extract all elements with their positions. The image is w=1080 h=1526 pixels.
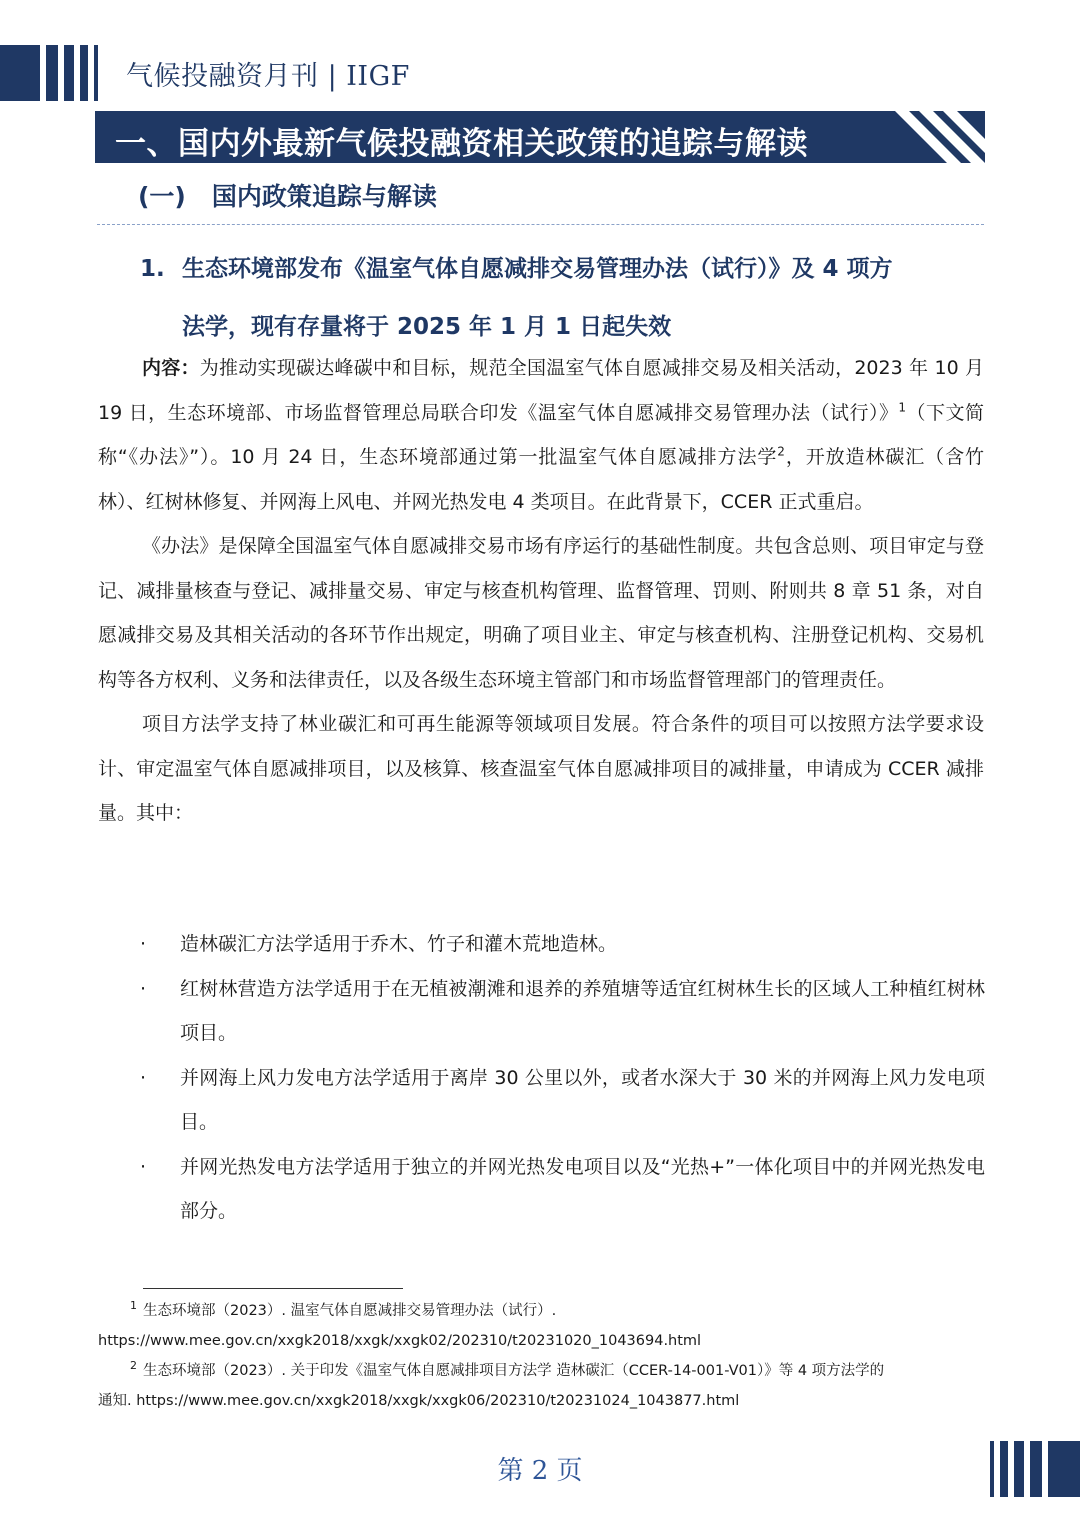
bullet-dot: · — [140, 977, 147, 1000]
footer-bar-4 — [1030, 1441, 1042, 1497]
footnote-rule — [143, 1288, 403, 1289]
paragraph-3: 项目方法学支持了林业碳汇和可再生能源等领域项目发展。符合条件的项目可以按照方法学要求设计、审定温室气体自愿减排项目，以及核算、核查温室气体自愿减排项目的减排量，申请成为 CCER 减排量。其中： — [98, 713, 984, 824]
footnote-number: 2 — [130, 1359, 137, 1373]
item-number: 1. — [140, 256, 165, 282]
header-bar-5 — [94, 45, 98, 101]
item-title-line2: 法学，现有存量将于 2025 年 1 月 1 日起失效 — [182, 314, 672, 340]
list-item — [140, 922, 985, 967]
subsection-number: (一) — [138, 182, 186, 211]
section-banner — [95, 111, 985, 163]
header-bar-4 — [80, 45, 88, 101]
footnote-2-text: 生态环境部（2023）. 关于印发《温室气体自愿减排项目方法学 造林碳汇（CCER-14-001-V01）》等 4 项方法学的 — [143, 1363, 885, 1379]
footnote-1 — [98, 1296, 984, 1326]
bullet-list — [140, 922, 985, 1234]
content-body — [98, 346, 984, 836]
content-lead: 内容： — [142, 357, 200, 379]
footnote-2-url[interactable]: 通知. https://www.mee.gov.cn/xxgk2018/xxgk/xxgk06/202310/t20231024_1043877.html — [98, 1393, 740, 1409]
paragraph-1-part-c: ，开放造林碳汇（含竹林）、红树林修复、并网海上风电、并网光热发电 4 类项目。在此背景下，CCER 正式重启。 — [98, 446, 984, 513]
footnote-1-text: 生态环境部（2023）. 温室气体自愿减排交易管理办法（试行）. — [143, 1303, 557, 1319]
footnote-1-url[interactable]: https://www.mee.gov.cn/xxgk2018/xxgk/xxgk02/202310/t20231020_1043694.html — [98, 1333, 702, 1349]
footer-bar-1 — [990, 1441, 994, 1497]
list-item-text: 红树林营造方法学适用于在无植被潮滩和退养的养殖塘等适宜红树林生长的区域人工种植红树林项目。 — [180, 977, 985, 1044]
footnote-ref-2: 2 — [777, 444, 785, 459]
list-item — [140, 1145, 985, 1234]
item-title-line1: 生态环境部发布《温室气体自愿减排交易管理办法（试行）》及 4 项方 — [182, 256, 893, 282]
subsection-title: 国内政策追踪与解读 — [211, 182, 437, 211]
footer-bar-2 — [1000, 1441, 1008, 1497]
list-item — [140, 967, 985, 1056]
footnote-ref-1: 1 — [898, 400, 907, 415]
footnotes — [98, 1296, 984, 1416]
footer-bar-3 — [1014, 1441, 1024, 1497]
list-item — [140, 1056, 985, 1145]
header-bar-1 — [0, 45, 40, 101]
list-item-text: 造林碳汇方法学适用于乔木、竹子和灌木荒地造林。 — [180, 933, 618, 955]
footnote-number: 1 — [130, 1299, 137, 1313]
bullet-dot: · — [140, 1155, 147, 1178]
item-heading — [140, 240, 985, 356]
subsection-heading — [138, 177, 437, 213]
list-item-text: 并网光热发电方法学适用于独立的并网光热发电项目以及“光热+”一体化项目中的并网光热发电部分。 — [180, 1155, 985, 1222]
list-item-text: 并网海上风力发电方法学适用于离岸 30 公里以外，或者水深大于 30 米的并网海上风力发电项目。 — [180, 1066, 985, 1133]
banner-stripes-icon — [895, 111, 985, 163]
bullet-dot: · — [140, 1066, 147, 1089]
page-number: 第 2 页 — [497, 1456, 583, 1486]
paragraph-1-part-a: 为推动实现碳达峰碳中和目标，规范全国温室气体自愿减排交易及相关活动，2023 年 10 月 19 日，生态环境部、市场监督管理总局联合印发《温室气体自愿减排交易管理办法（试行）》 — [98, 357, 984, 424]
dashed-divider — [97, 224, 984, 225]
footer-bar-5 — [1048, 1441, 1080, 1497]
header-bar-2 — [46, 45, 58, 101]
paragraph-2: 《办法》是保障全国温室气体自愿减排交易市场有序运行的基础性制度。共包含总则、项目审定与登记、减排量核查与登记、减排量交易、审定与核查机构管理、监督管理、罚则、附则共 8 章 51 条，对自愿减排交易及其相关活动的各环节作出规定，明确了项目业主、审定与核查机构、注册登记机构、交易机构等各方权利、义务和法律责任，以及各级生态环境主管部门和市场监督管理部门的管理责任。 — [98, 535, 984, 691]
header-bar-3 — [64, 45, 74, 101]
section-title: 一、国内外最新气候投融资相关政策的追踪与解读 — [115, 126, 808, 162]
footnote-2 — [98, 1356, 984, 1386]
paragraph-1 — [98, 346, 984, 524]
paragraph-1-part-b: （下文简称“《办法》”）。10 月 24 日，生态环境部通过第一批温室气体自愿减排方法学 — [98, 401, 984, 468]
bullet-dot: · — [140, 933, 147, 955]
publication-title: 气候投融资月刊 | IIGF — [126, 61, 410, 92]
